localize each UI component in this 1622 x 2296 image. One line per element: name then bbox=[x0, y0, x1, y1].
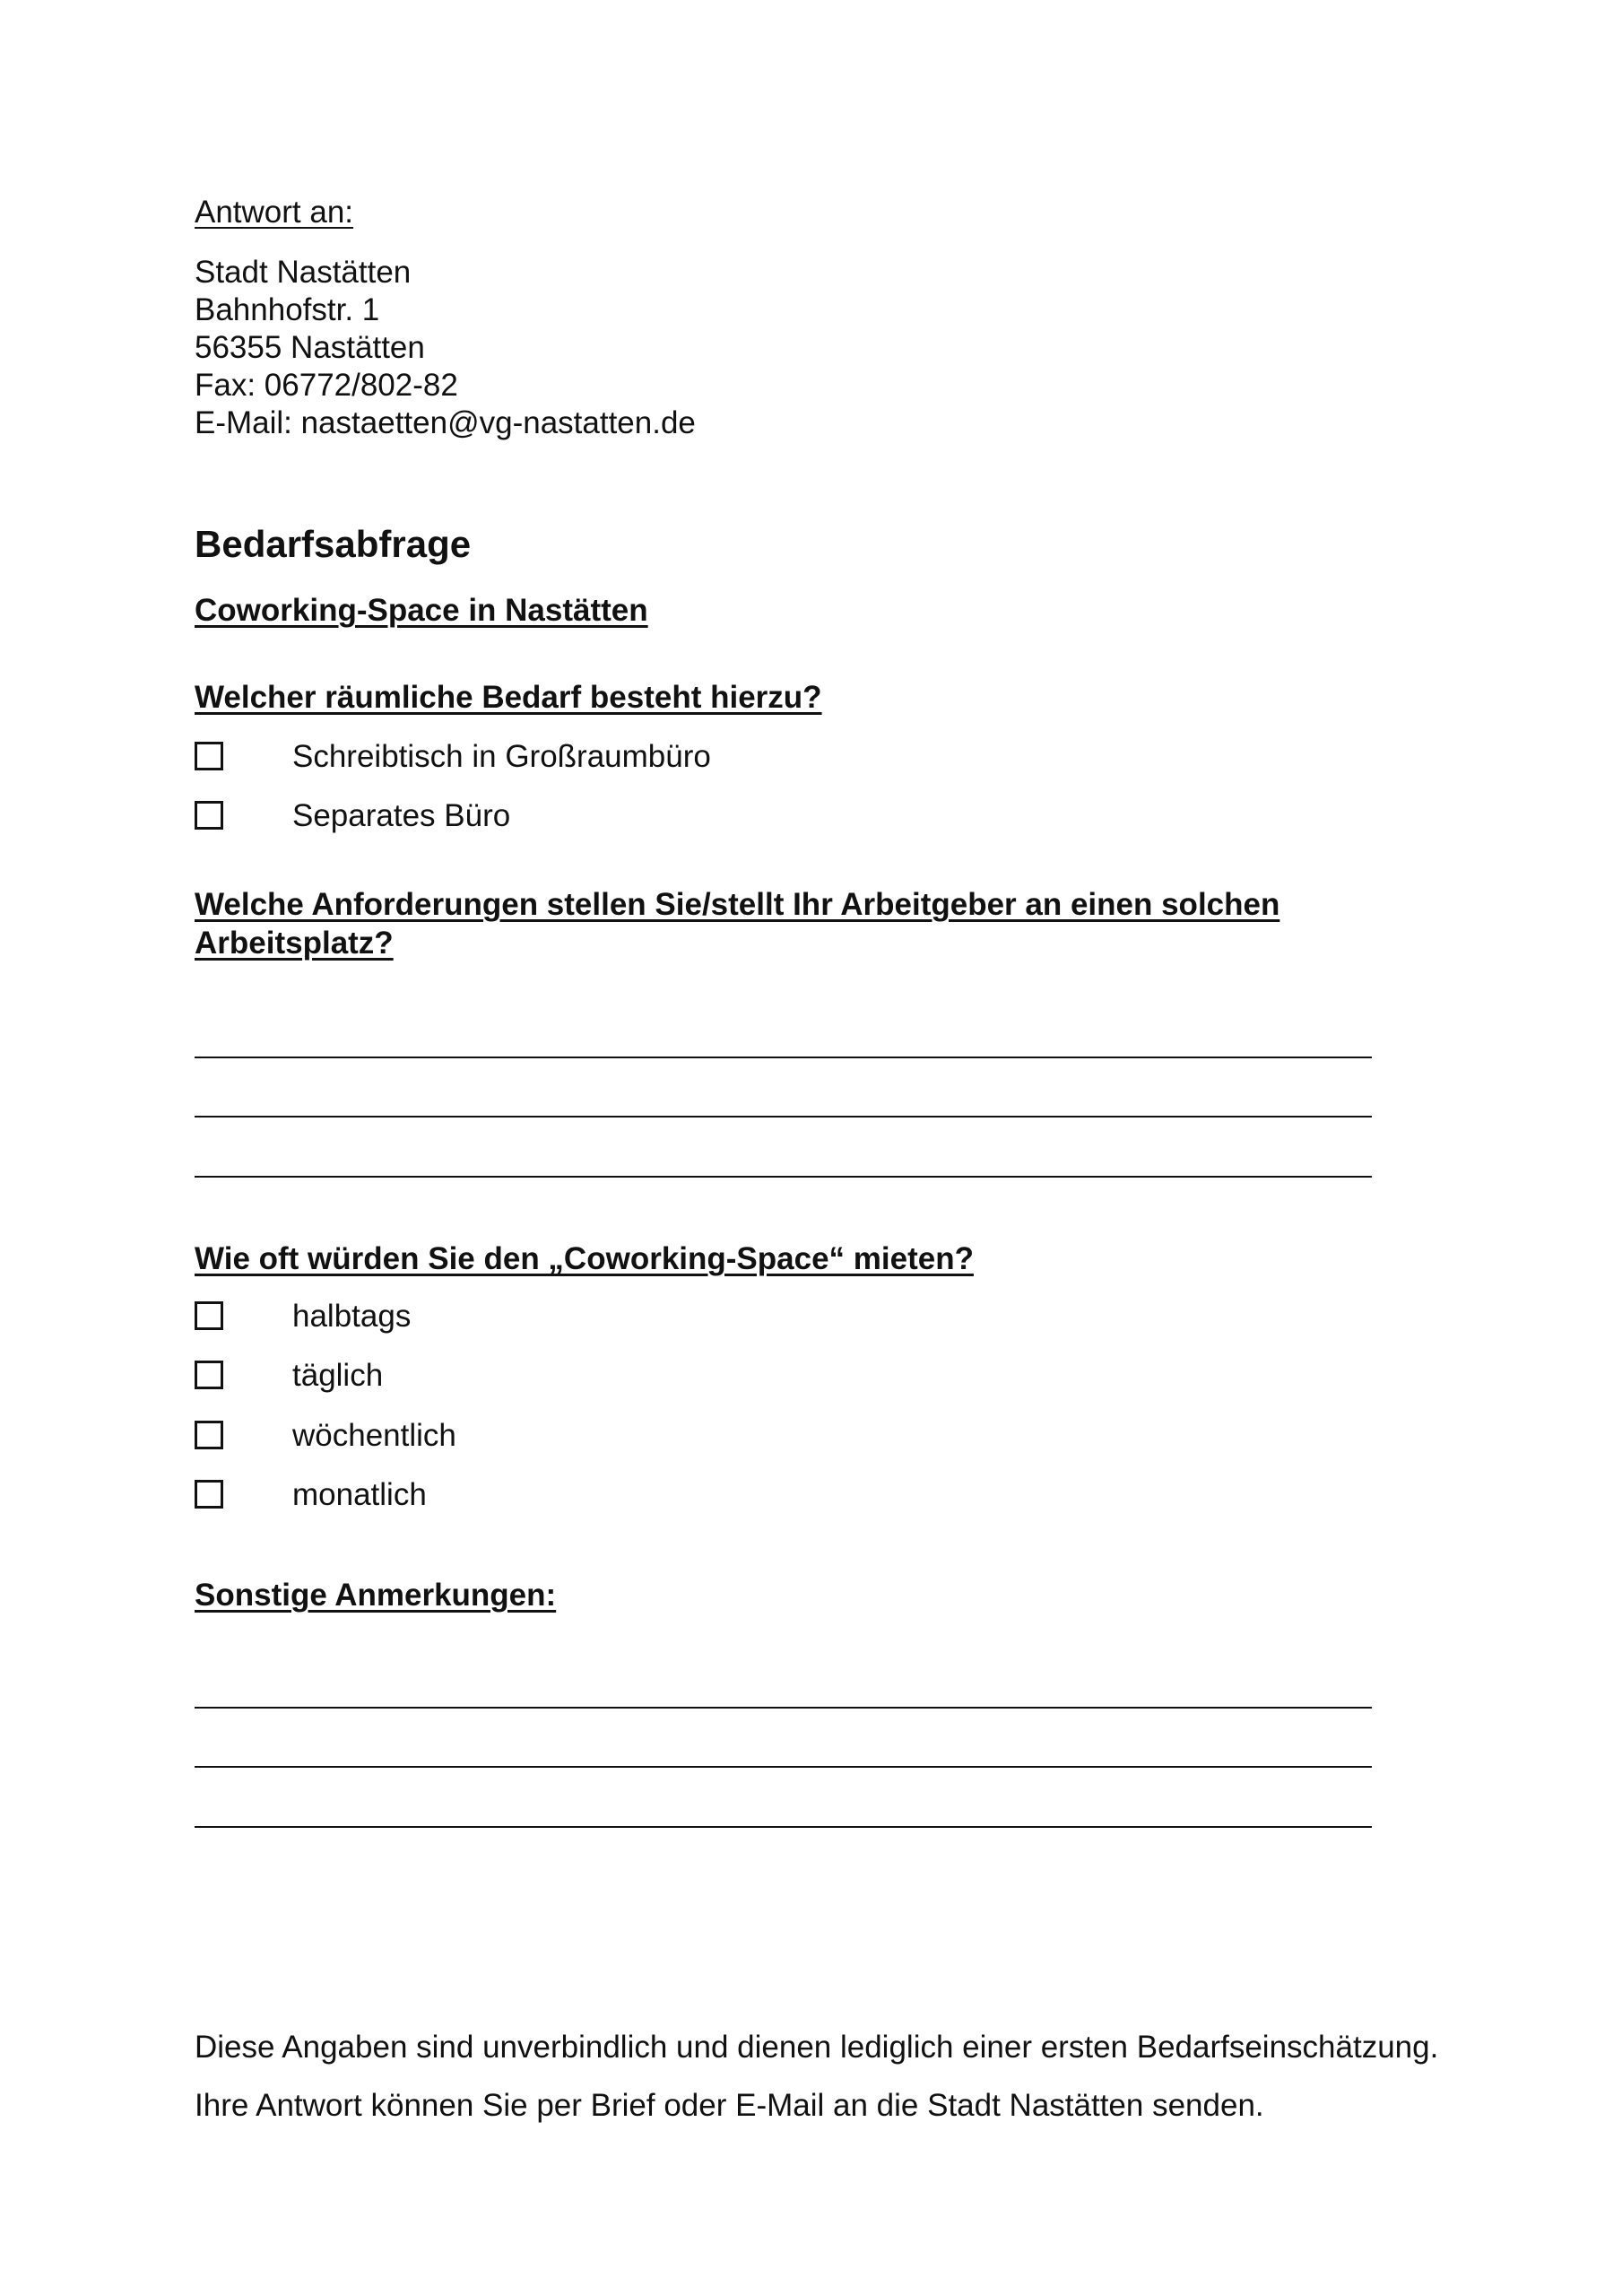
checkbox-daily[interactable] bbox=[195, 1361, 223, 1389]
requirements-answer-line-1[interactable] bbox=[195, 1057, 1372, 1058]
question-requirements-heading-line1: Welche Anforderungen stellen Sie/stellt Ihr Arbeitgeber an einen solchen bbox=[195, 887, 1280, 922]
question-requirements-heading-line2: Arbeitsplatz? bbox=[195, 926, 394, 961]
question-space-heading: Welcher räumliche Bedarf besteht hierzu? bbox=[195, 680, 822, 715]
page-subtitle: Coworking-Space in Nastätten bbox=[195, 593, 648, 628]
option-weekly[interactable]: wöchentlich bbox=[292, 1418, 456, 1453]
option-monthly[interactable]: monatlich bbox=[292, 1477, 427, 1512]
remarks-answer-line-2[interactable] bbox=[195, 1766, 1372, 1768]
checkbox-desk-open-office[interactable] bbox=[195, 742, 223, 770]
option-desk-open-office[interactable]: Schreibtisch in Großraumbüro bbox=[292, 739, 711, 774]
checkbox-monthly[interactable] bbox=[195, 1480, 223, 1509]
footer-note-submission: Ihre Antwort können Sie per Brief oder E-Mail an die Stadt Nastätten senden. bbox=[195, 2088, 1264, 2123]
option-half-day[interactable]: halbtags bbox=[292, 1299, 412, 1334]
address-line-street: Bahnhofstr. 1 bbox=[195, 292, 380, 327]
address-line-city: Stadt Nastätten bbox=[195, 255, 412, 290]
reply-to-label: Antwort an: bbox=[195, 195, 354, 230]
requirements-answer-line-2[interactable] bbox=[195, 1116, 1372, 1118]
option-separate-office[interactable]: Separates Büro bbox=[292, 798, 511, 833]
address-line-zip: 56355 Nastätten bbox=[195, 330, 425, 365]
checkbox-weekly[interactable] bbox=[195, 1421, 223, 1449]
address-line-fax: Fax: 06772/802-82 bbox=[195, 368, 458, 403]
remarks-heading: Sonstige Anmerkungen: bbox=[195, 1578, 557, 1613]
question-frequency-heading: Wie oft würden Sie den „Coworking-Space“ mieten? bbox=[195, 1241, 974, 1276]
remarks-answer-line-1[interactable] bbox=[195, 1707, 1372, 1709]
checkbox-half-day[interactable] bbox=[195, 1301, 223, 1330]
footer-note-nonbinding: Diese Angaben sind unverbindlich und dienen lediglich einer ersten Bedarfseinschätzung. bbox=[195, 2030, 1439, 2065]
option-daily[interactable]: täglich bbox=[292, 1358, 384, 1393]
remarks-answer-line-3[interactable] bbox=[195, 1826, 1372, 1828]
page-title: Bedarfsabfrage bbox=[195, 523, 472, 565]
requirements-answer-line-3[interactable] bbox=[195, 1176, 1372, 1178]
reply-address bbox=[195, 254, 696, 442]
address-line-email: E-Mail: nastaetten@vg-nastatten.de bbox=[195, 405, 696, 440]
checkbox-separate-office[interactable] bbox=[195, 801, 223, 830]
